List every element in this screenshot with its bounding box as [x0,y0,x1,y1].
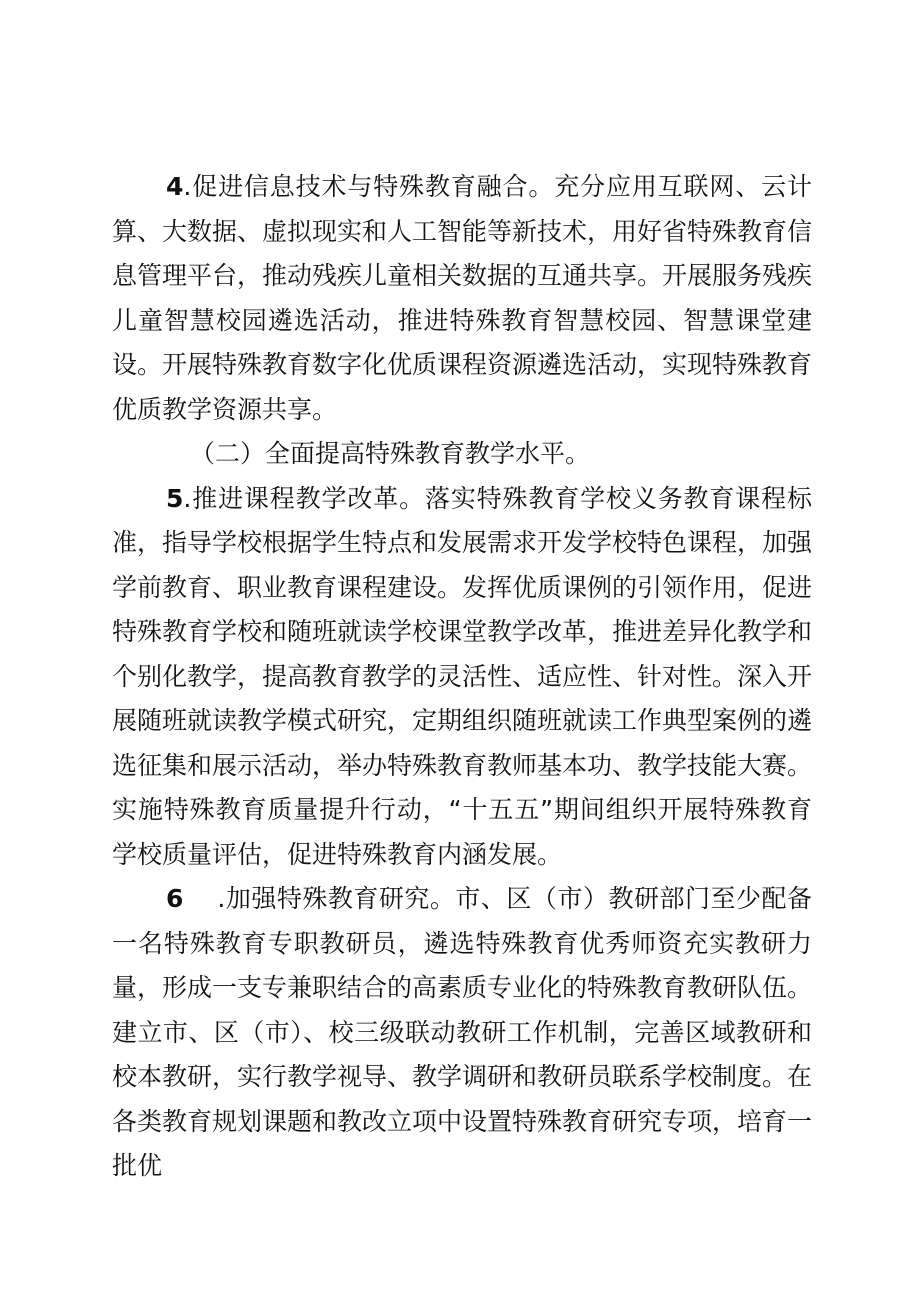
paragraph-text: .推进课程教学改革。落实特殊教育学校义务教育课程标准，指导学校根据学生特点和发展需求开发学校特色课程，加强学前教育、职业教育课程建设。发挥优质课例的引领作用，促进特殊教育学校和随班就读学校课堂教学改革，推进差异化教学和个别化教学，提高教育教学的灵活性、适应性、针对性。深入开展随班就读教学模式研究，定期组织随班就读工作典型案例的遴选征集和展示活动，举办特殊教育教师基本功、教学技能大赛。实施特殊教育质量提升行动，“十五五”期间组织开展特殊教育学校质量评估，促进特殊教育内涵发展。 [112,483,813,869]
heading-text: （二）全面提高特殊教育教学水平。 [190,439,591,468]
paragraph-text: .促进信息技术与特殊教育融合。充分应用互联网、云计算、大数据、虚拟现实和人工智能等新技术，用好省特殊教育信息管理平台，推动残疾儿童相关数据的互通共享。开展服务残疾儿童智慧校园遴选活动，推进特殊教育智慧校园、智慧课堂建设。开展特殊教育数字化优质课程资源遴选活动，实现特殊教育优质教学资源共享。 [112,172,813,424]
paragraph-item-6 [112,877,812,1189]
paragraph-item-4 [112,165,812,432]
paragraph-item-5 [112,477,812,878]
paragraph-text: .加强特殊教育研究。市、区（市）教研部门至少配备一名特殊教育专职教研员，遴选特殊教育优秀师资充实教研力量，形成一支专兼职结合的高素质专业化的特殊教育教研队伍。建立市、区（市）、校三级联动教研工作机制，完善区域教研和校本教研，实行教学视导、教学调研和教研员联系学校制度。在各类教育规划课题和教改立项中设置特殊教育研究专项，培育一批优 [112,884,813,1180]
document-body [112,165,812,1189]
item-number: 6 [166,884,184,913]
section-heading [112,432,812,477]
item-number: 4 [166,172,184,201]
item-number: 5 [166,483,184,513]
